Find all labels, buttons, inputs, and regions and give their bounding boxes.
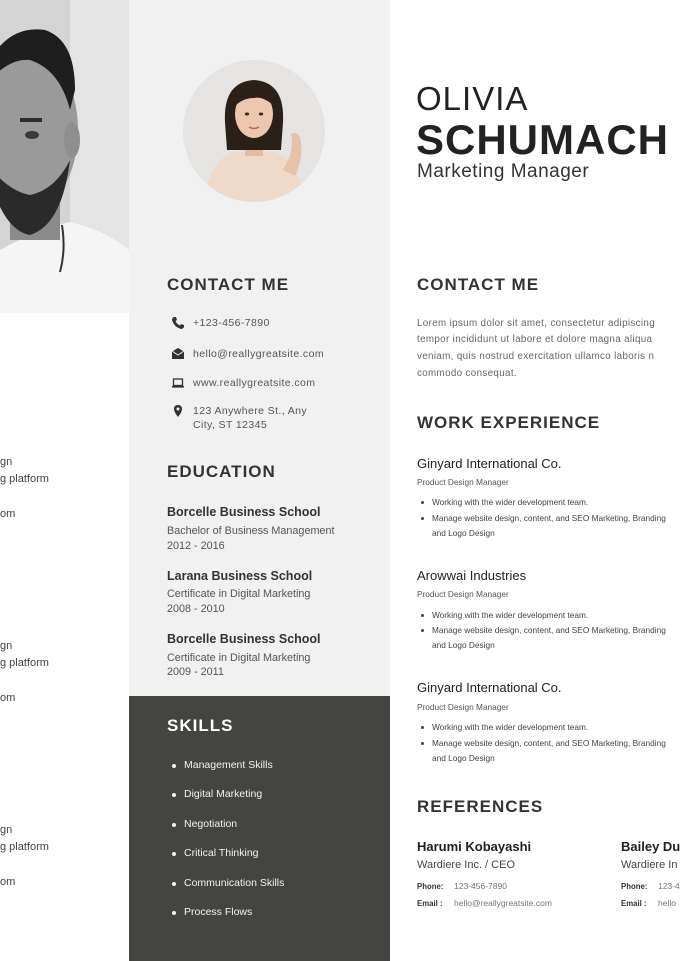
company-name: Ginyard International Co. [417, 456, 562, 471]
education-years: 2012 - 2016 [167, 540, 225, 552]
contact-paragraph-line: tempor incididunt ut labore et dolore magna aliqua [417, 334, 653, 345]
bullet [421, 501, 424, 504]
reference-phone: 123-4 [658, 881, 680, 891]
left-fragment-text: gn [0, 456, 13, 468]
contact-paragraph-line: commodo consequat. [417, 368, 517, 379]
contact-paragraph-line: Lorem ipsum dolor sit amet, consectetur adipiscing [417, 318, 656, 329]
reference-phone-label: Phone: [621, 882, 648, 891]
bullet [421, 629, 424, 632]
left-resume-page [0, 0, 129, 961]
left-fragment-text: g platform [0, 473, 49, 485]
reference-company: Wardiere In [621, 859, 678, 871]
last-name: SCHUMACH [416, 116, 669, 163]
job-duty: Working with the wider development team. [432, 722, 589, 732]
skill-item: Management Skills [184, 759, 273, 771]
skill-bullet [172, 764, 176, 768]
first-name: OLIVIA [416, 80, 529, 117]
bullet [421, 726, 424, 729]
job-role: Product Design Manager [417, 477, 509, 487]
phone-icon [171, 316, 185, 330]
left-fragment-text: om [0, 508, 16, 520]
left-fragment-text: om [0, 692, 16, 704]
skill-bullet [172, 793, 176, 797]
contact-address-line2: City, ST 12345 [193, 419, 268, 431]
man-portrait-photo [0, 0, 129, 313]
job-duty-cont: and Logo Design [432, 640, 495, 650]
left-fragment-text: gn [0, 640, 13, 652]
education-degree: Certificate in Digital Marketing [167, 652, 311, 664]
references-title: REFERENCES [417, 797, 544, 816]
reference-email: hello@reallygreatsite.com [454, 898, 552, 908]
reference-phone-label: Phone: [417, 882, 444, 891]
education-degree: Certificate in Digital Marketing [167, 588, 311, 600]
job-role: Product Design Manager [417, 589, 509, 599]
profile-photo [183, 60, 325, 202]
education-degree: Bachelor of Business Management [167, 525, 335, 537]
job-duty: Manage website design, content, and SEO Marketing, Branding [432, 738, 666, 748]
contact-paragraph-title: CONTACT ME [417, 275, 540, 294]
skill-item: Digital Marketing [184, 788, 263, 800]
reference-company: Wardiere Inc. / CEO [417, 859, 516, 871]
job-duty: Working with the wider development team. [432, 610, 589, 620]
education-school: Larana Business School [167, 569, 313, 583]
skill-item: Critical Thinking [184, 847, 259, 859]
contact-email: hello@reallygreatsite.com [193, 348, 324, 360]
reference-email-label: Email : [417, 899, 443, 908]
education-years: 2008 - 2010 [167, 603, 225, 615]
reference-email: hello [658, 898, 676, 908]
skill-item: Process Flows [184, 906, 253, 918]
laptop-icon [171, 376, 185, 390]
bullet [421, 742, 424, 745]
education-school: Borcelle Business School [167, 632, 321, 646]
skill-bullet [172, 823, 176, 827]
left-fragment-text: g platform [0, 841, 49, 853]
company-name: Ginyard International Co. [417, 680, 562, 695]
job-duty: Working with the wider development team. [432, 497, 589, 507]
reference-name: Harumi Kobayashi [417, 839, 532, 854]
job-duty: Manage website design, content, and SEO Marketing, Branding [432, 625, 666, 635]
reference-name: Bailey Du [621, 839, 680, 854]
skill-item: Negotiation [184, 818, 238, 830]
job-duty-cont: and Logo Design [432, 753, 495, 763]
contact-paragraph-line: veniam, quis nostrud exercitation ullamco laboris n [417, 351, 655, 362]
contact-website: www.reallygreatsite.com [193, 377, 316, 389]
left-fragment-text: gn [0, 824, 13, 836]
skill-bullet [172, 882, 176, 886]
email-icon [171, 347, 185, 361]
work-experience-title: WORK EXPERIENCE [417, 413, 601, 432]
education-years: 2009 - 2011 [167, 666, 224, 678]
reference-email-label: Email : [621, 899, 647, 908]
company-name: Arowwai Industries [417, 568, 527, 583]
contact-section-title: CONTACT ME [167, 275, 290, 294]
skills-section-title: SKILLS [167, 716, 234, 735]
skill-bullet [172, 911, 176, 915]
skill-bullet [172, 852, 176, 856]
education-school: Borcelle Business School [167, 505, 321, 519]
job-role: Product Design Manager [417, 702, 509, 712]
bullet [421, 517, 424, 520]
left-fragment-text: g platform [0, 657, 49, 669]
location-pin-icon [171, 404, 185, 418]
job-title: Marketing Manager [417, 161, 590, 182]
skill-item: Communication Skills [184, 877, 285, 889]
job-duty: Manage website design, content, and SEO Marketing, Branding [432, 513, 666, 523]
education-section-title: EDUCATION [167, 462, 276, 481]
left-fragment-text: om [0, 876, 16, 888]
bullet [421, 614, 424, 617]
reference-phone: 123-456-7890 [454, 881, 507, 891]
contact-phone: +123-456-7890 [193, 317, 270, 329]
job-duty-cont: and Logo Design [432, 528, 495, 538]
contact-address-line1: 123 Anywhere St., Any [193, 405, 308, 417]
